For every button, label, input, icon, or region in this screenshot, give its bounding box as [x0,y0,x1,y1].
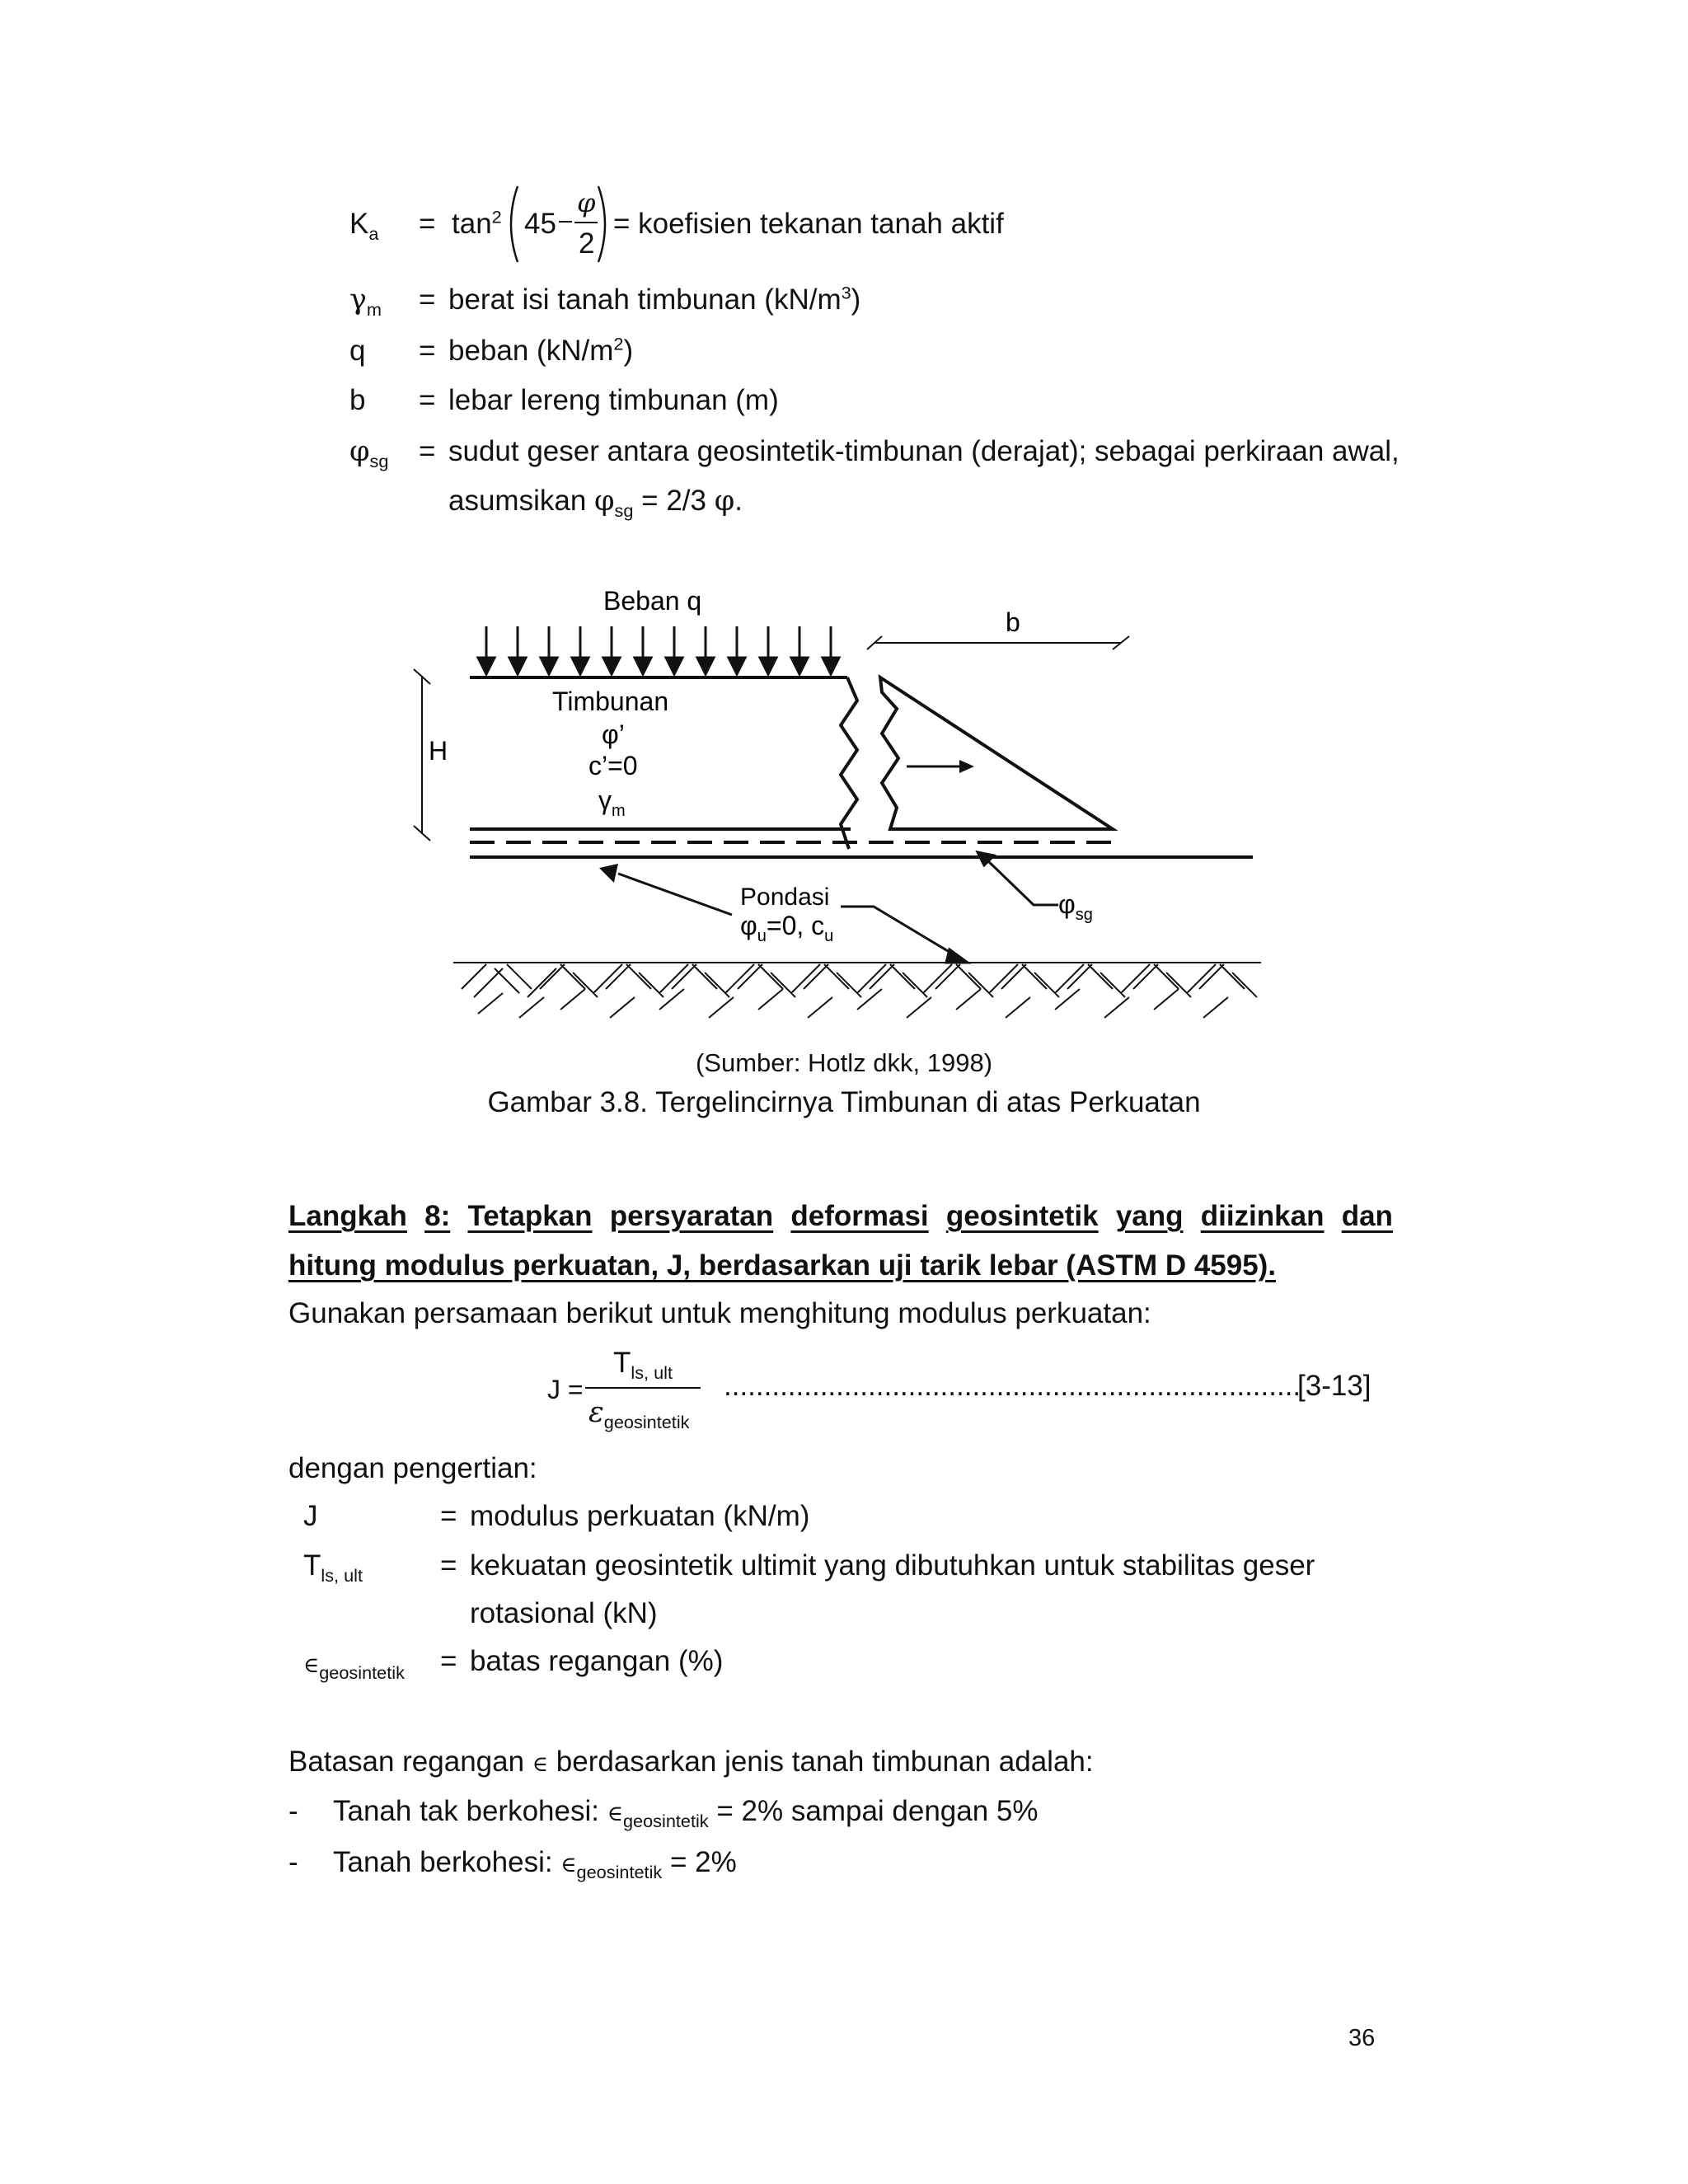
heading-word: 8: [424,1200,451,1232]
ka-right-paren [595,183,615,265]
ka-den: 2 [579,227,595,260]
load-arrow [509,626,526,674]
eq-ref: [3-13] [1297,1370,1372,1402]
ka-arg: 45 [524,208,556,240]
ka-formula: $\tan^2$ [452,206,502,240]
tls-desc: kekuatan geosintetik ultimit yang dibutuhkan untuk stabilitas geser [470,1549,1315,1582]
figure-caption: Gambar 3.8. Tergelincirnya Timbunan di atas Perkuatan [487,1086,1201,1118]
load-arrows [478,626,839,674]
heading-word: Langkah [288,1200,407,1232]
def-b: b [349,384,366,416]
ka-left-paren [501,183,521,265]
figure-embankment-sliding [396,577,1286,1038]
eq-den: $\varepsilon_{geosintetik}$ [588,1396,690,1432]
q-desc: beban $(kN/m^2)$ [448,333,634,367]
def-j: J [303,1500,318,1532]
q-eq: = [419,335,436,367]
def-gamma: $\gamma_m$ [349,284,382,320]
load-arrow [823,626,839,674]
step8-heading-line1 [288,1200,1393,1233]
j-eq: = [440,1500,457,1532]
ground-hatching [462,964,1257,1018]
ka-symbol: $K_a$ [349,208,379,244]
b-eq: = [419,384,436,416]
movement-arrow [907,760,974,773]
heading-word: yang [1115,1200,1184,1232]
phisg-line2: asumsikan $\varphi_{sg} = 2/3$ φ. [448,485,743,521]
page-number: 36 [1348,2025,1376,2051]
heading-word: deformasi [790,1200,929,1232]
gamma-eq: = [419,284,436,316]
load-arrow [666,626,682,674]
batasan-item: Tanah berkohesi: $\in_{geosintetik} = 2\%$ [333,1846,737,1882]
load-arrow [541,626,557,674]
ka-minus [557,219,574,224]
eps-eq: = [440,1645,457,1677]
label-b: b [1006,607,1020,637]
label-beban: Beban q [603,586,702,616]
phisg-eq: = [419,435,436,467]
figure-source: (Sumber: Hotlz dkk, 1998) [695,1048,993,1077]
eq-num: $T_{ls, ult}$ [613,1347,673,1383]
label-pondasi: Pondasi [740,883,830,911]
label-h: H [429,736,448,766]
heading-word: diizinkan [1200,1200,1325,1232]
crack-left [841,677,857,849]
phisg-desc: sudut geser antara geosintetik-timbunan (derajat); sebagai perkiraan awal, [448,435,1400,467]
phisg-arrow [978,852,1058,905]
load-arrow [478,626,495,674]
gamma-desc: berat isi tanah timbunan $(kN/m^3)$ [448,282,861,316]
def-phisg: $\varphi_{sg}$ [349,435,389,471]
eq-frac-line [585,1386,701,1390]
def-eps: $\in_{geosintetik}$ [303,1653,405,1683]
heading-word: persyaratan [609,1200,774,1232]
eq-lhs: J = [547,1375,584,1404]
heading-word: geosintetik [945,1200,1099,1232]
dimension-b [867,636,1129,649]
ka-num: φ [577,187,596,218]
def-q: q [349,335,366,367]
batasan-item-dash: - [288,1846,298,1878]
load-arrow [791,626,808,674]
label-timbunan: Timbunan [552,687,669,716]
heading-word: dan [1341,1200,1393,1232]
def-tls: $T_{ls, ult}$ [303,1549,363,1586]
def-ka [349,208,379,244]
b-desc: lebar lereng timbunan (m) [448,384,779,416]
step8-heading-line2: hitung modulus perkuatan, J, berdasarkan uji tarik lebar (ASTM D 4595). [288,1249,1277,1282]
step8-intro: Gunakan persamaan berikut untuk menghitung modulus perkuatan: [288,1297,1151,1329]
batasan-intro: Batasan regangan ∈ berdasarkan jenis tanah timbunan adalah: [288,1746,1094,1778]
load-arrow [635,626,651,674]
eps-desc: batas regangan (%) [470,1645,724,1677]
dengan-pengertian: dengan pengertian: [288,1452,537,1484]
label-gamma: $\gamma_m$ [598,785,626,820]
load-arrow [572,626,588,674]
load-arrow [760,626,776,674]
heading-word: Tetapkan [467,1200,593,1232]
label-c: c’=0 [588,751,638,780]
tls-eq: = [440,1549,457,1582]
load-arrow [729,626,745,674]
sliding-wedge [880,677,1113,829]
load-arrow [697,626,714,674]
eq-dots: ........................................................................ [724,1370,1301,1402]
dimension-h [414,669,430,841]
tls-line2: rotasional (kN) [470,1597,658,1629]
j-desc: modulus perkuatan (kN/m) [470,1500,810,1532]
batasan-item: Tanah tak berkohesi: $\in_{geosintetik} = 2\%$ sampai dengan 5% [333,1795,1039,1831]
ka-eq: = [419,208,436,240]
batasan-item-dash: - [288,1795,298,1827]
load-arrow [603,626,620,674]
ka-desc: = koefisien tekanan tanah aktif [613,208,1004,240]
label-phi-prime: φ’ [602,719,625,749]
label-phisg: $\varphi_{sg}$ [1058,889,1093,924]
label-phiu: $\varphi_u=0$, $c_u$ [740,911,834,945]
